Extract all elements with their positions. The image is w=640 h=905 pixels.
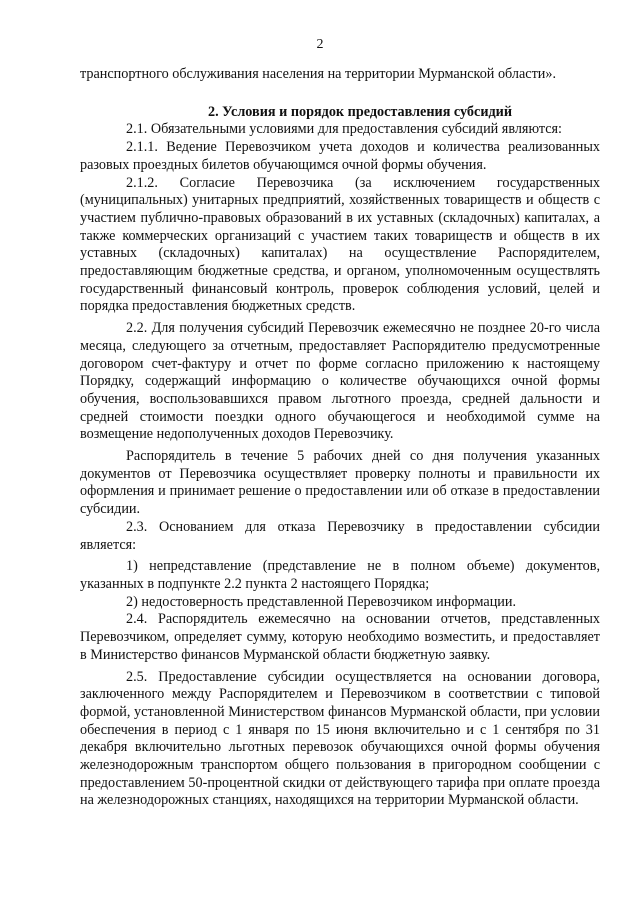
page-number: 2 [316,37,324,52]
document-body [80,66,600,810]
paragraph-2-4: 2.4. Распорядитель ежемесячно на основании отчетов, представленных Перевозчиком, определяет сумму, которую необходимо возместить, и предоставляет в Министерство финансов Мурманской области бюджетную заявку. [80,611,600,663]
list-item-2: 2) недостоверность представленной Перевозчиком информации. [126,593,517,610]
paragraph-2-1-1: 2.1.1. Ведение Перевозчиком учета доходов и количества реализованных разовых проездных билетов обучающимся очной формы обучения. [80,139,600,173]
paragraph-2-2: 2.2. Для получения субсидий Перевозчик ежемесячно не позднее 20-го числа месяца, следующего за отчетным, предоставляет Распорядителю предусмотренные договором счет-фактуру и отчет по форме согласно приложению к настоящему Порядку, содержащий информацию о количестве обучающихся очной формы обучения, воспользовавшихся правом льготного проезда, средней дальности и средней стоимости поездки одного обучающегося и необходимой сумме на возмещение недополученных доходов Перевозчику. [80,320,600,443]
section-title: 2. Условия и порядок предоставления субсидий [207,103,513,120]
intro-line: транспортного обслуживания населения на территории Мурманской области». [80,66,557,82]
paragraph-2-1-2: 2.1.2. Согласие Перевозчика (за исключением государственных (муниципальных) унитарных предприятий, хозяйственных товариществ и обществ с участием публично-правовых образований в их уставных (складочных) капиталах, а также коммерческих организаций с участием таких товариществ и обществ в их уставных (складочных) капиталах) на осуществление Распорядителем, предоставляющим бюджетные средства, и органом, уполномоченным осуществлять государственный финансовый контроль, проверок соблюдения условий, целей и порядка предоставления бюджетных средств. [80,174,600,315]
paragraph-2-1: 2.1. Обязательными условиями для предоставления субсидий являются: [126,121,563,138]
paragraph-2-5: 2.5. Предоставление субсидии осуществляется на основании договора, заключенного между Распорядителем и Перевозчиком в соответствии с типовой формой, установленной Министерством финансов Мурманской области, при условии обеспечения в период с 1 января по 15 июня включительно и с 1 сентября по 31 декабря включительно льготных перевозок обучающихся очной формы обучения железнодорожным транспортом общего пользования в пригородном сообщении с предоставлением 50-процентной скидки от действующего тарифа при оплате проезда на железнодорожных станциях, находящихся на территории Мурманской области. [80,668,600,809]
list-item-1: 1) непредставление (представление не в полном объеме) документов, указанных в подпункте 2.2 пункта 2 настоящего Порядка; [80,558,600,592]
paragraph-2-3: 2.3. Основанием для отказа Перевозчику в предоставлении субсидии является: [80,518,600,553]
paragraph-review: Распорядитель в течение 5 рабочих дней со дня получения указанных документов от Перевозчика осуществляет проверку полноты и правильности их оформления и принимает решение о предоставлении или об отказе в предоставлении субсидии. [80,448,600,518]
